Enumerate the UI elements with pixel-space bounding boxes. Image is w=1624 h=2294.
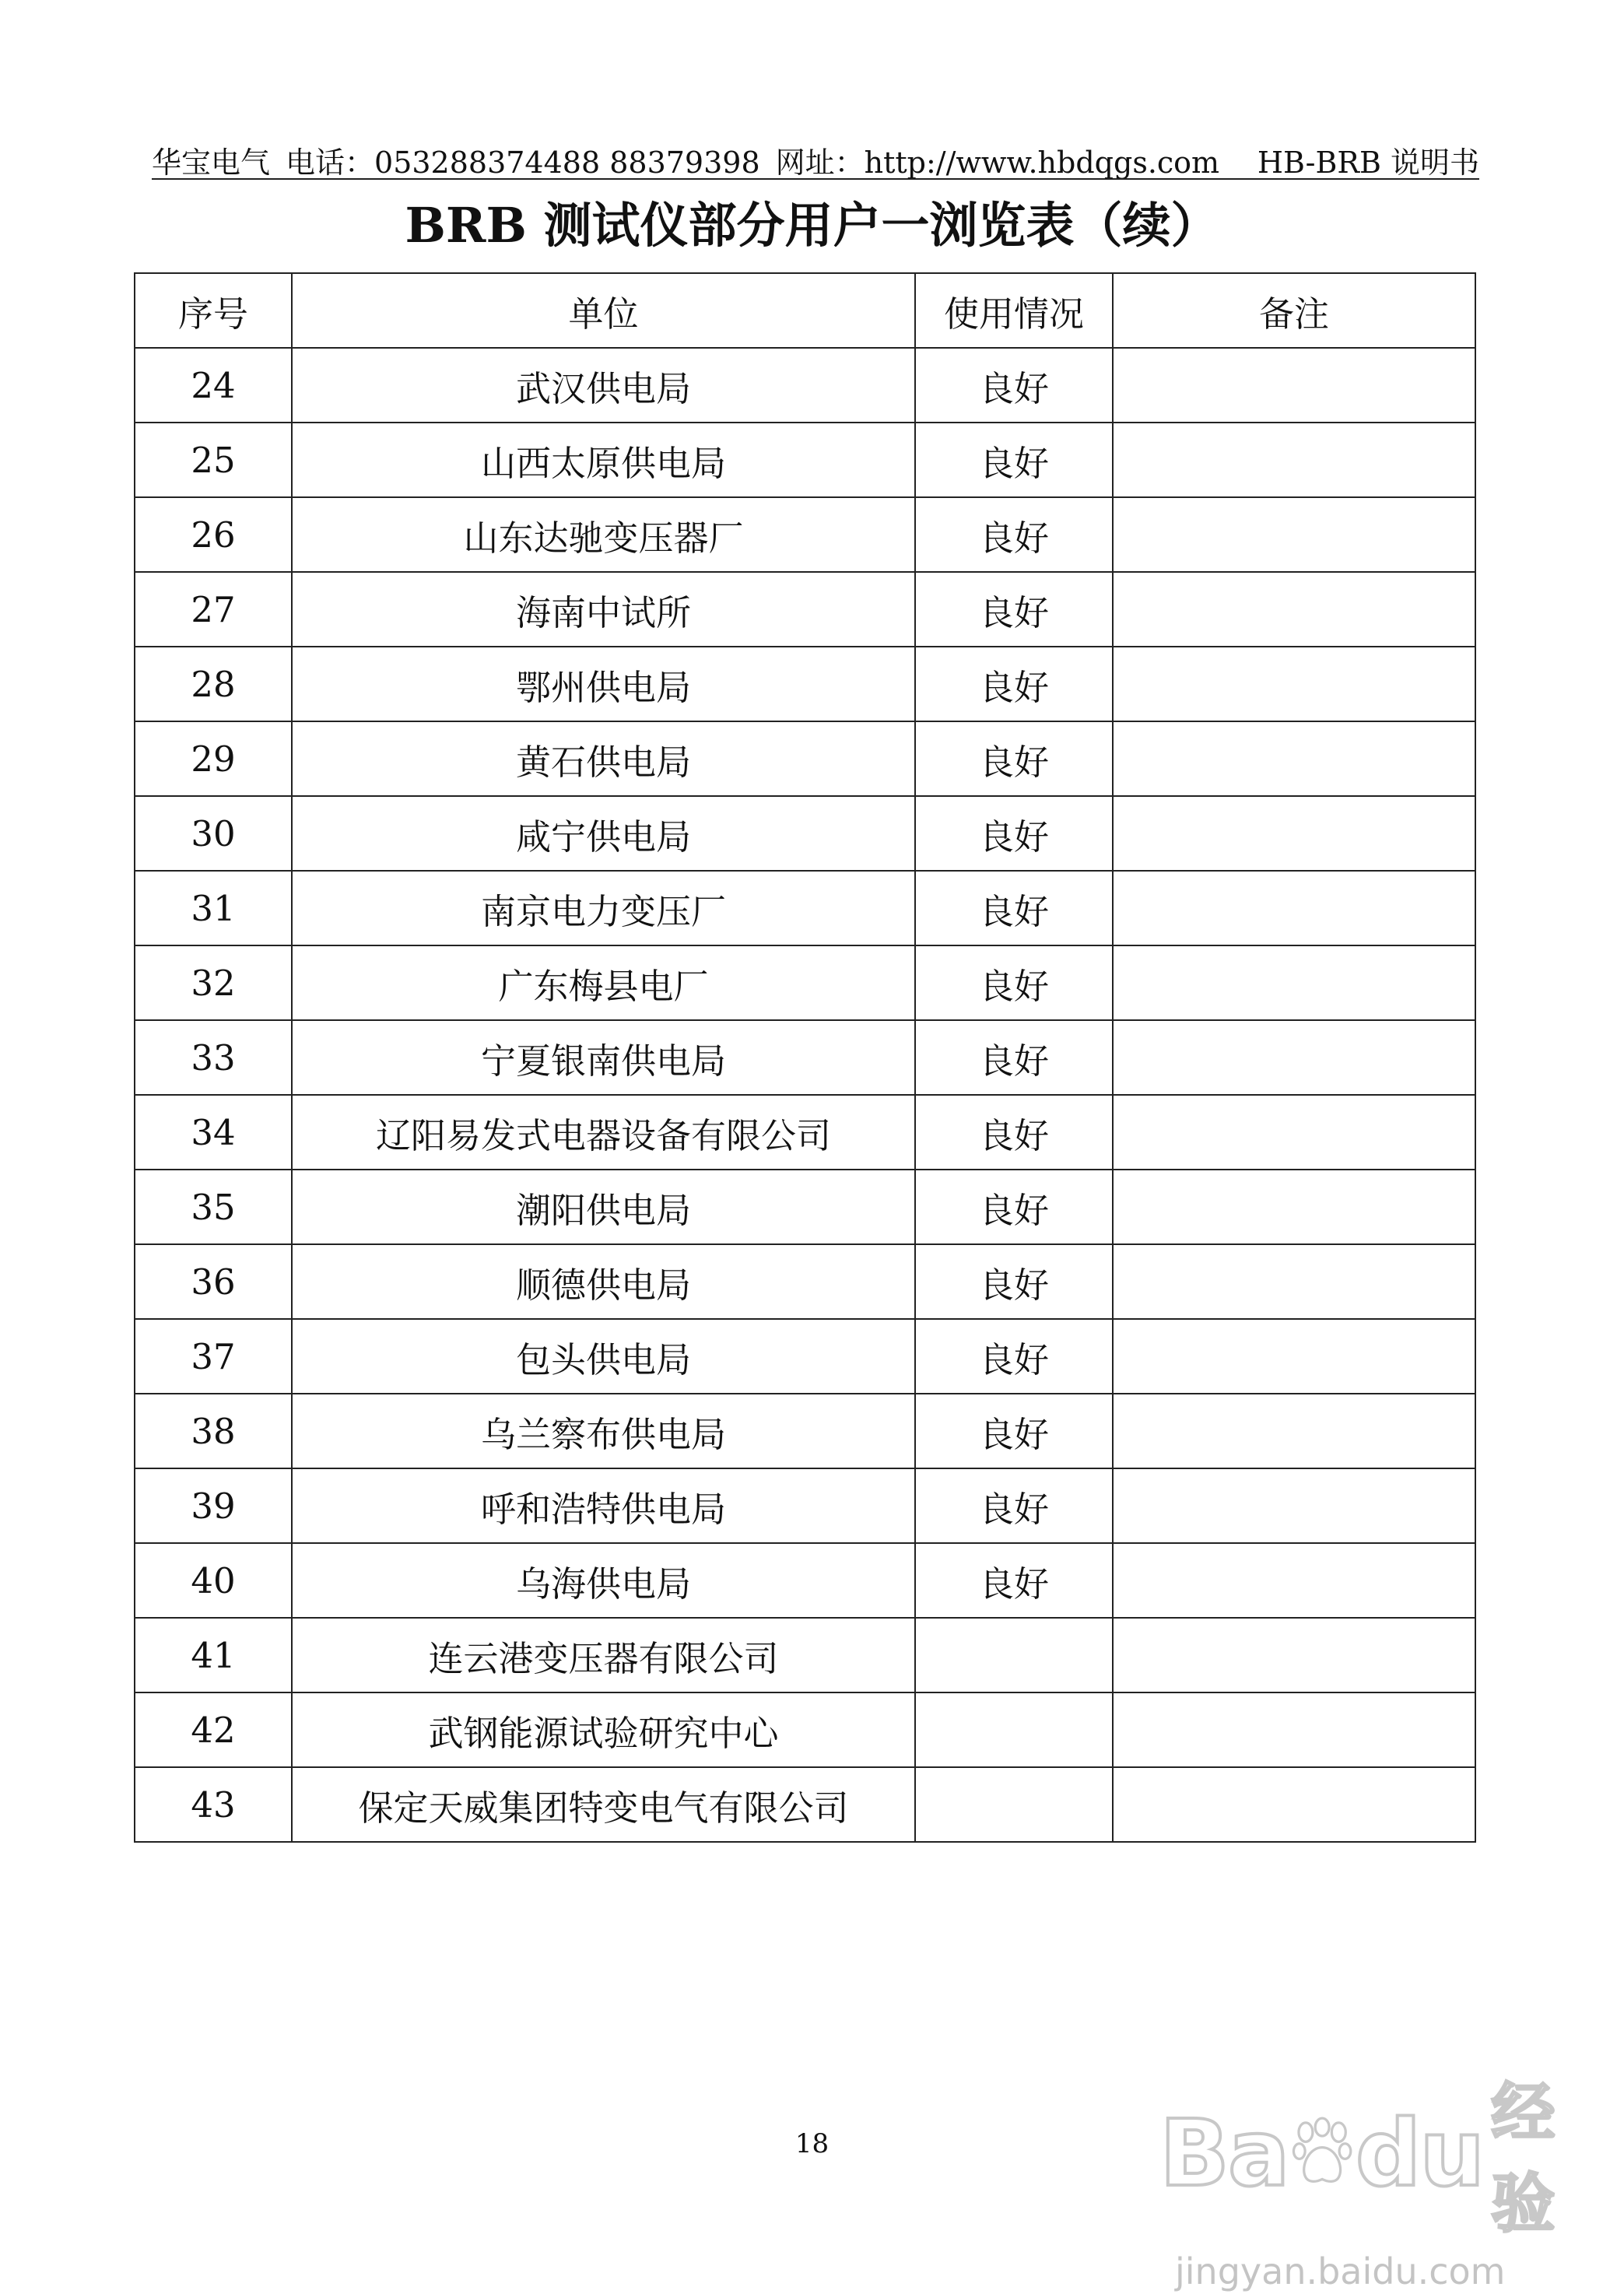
cell-no: 36 xyxy=(135,1244,292,1319)
cell-note xyxy=(1113,945,1475,1020)
table-row xyxy=(135,1244,1475,1319)
table-row xyxy=(135,423,1475,497)
cell-no: 31 xyxy=(135,871,292,945)
column-header-no: 序号 xyxy=(135,273,292,348)
cell-status: 良好 xyxy=(915,1095,1113,1170)
cell-no: 28 xyxy=(135,647,292,721)
cell-unit: 乌海供电局 xyxy=(292,1543,915,1618)
watermark-logo-cn: 经验 xyxy=(1491,2076,1556,2241)
cell-no: 25 xyxy=(135,423,292,497)
cell-status: 良好 xyxy=(915,1394,1113,1468)
cell-unit: 连云港变压器有限公司 xyxy=(292,1618,915,1692)
page-number: 18 xyxy=(794,2128,830,2159)
column-header-status: 使用情况 xyxy=(915,273,1113,348)
cell-unit: 山东达驰变压器厂 xyxy=(292,497,915,572)
table-header-row xyxy=(135,273,1475,348)
table-row xyxy=(135,1618,1475,1692)
baidu-jingyan-watermark xyxy=(1159,2062,1595,2292)
cell-status: 良好 xyxy=(915,721,1113,796)
cell-status: 良好 xyxy=(915,1319,1113,1394)
cell-no: 37 xyxy=(135,1319,292,1394)
cell-unit: 包头供电局 xyxy=(292,1319,915,1394)
cell-status: 良好 xyxy=(915,423,1113,497)
cell-note xyxy=(1113,1020,1475,1095)
header-divider xyxy=(152,178,1479,180)
cell-unit: 乌兰察布供电局 xyxy=(292,1394,915,1468)
table-row xyxy=(135,497,1475,572)
cell-no: 26 xyxy=(135,497,292,572)
cell-status xyxy=(915,1618,1113,1692)
table-row xyxy=(135,1543,1475,1618)
page-header xyxy=(152,131,1479,180)
cell-status: 良好 xyxy=(915,647,1113,721)
cell-note xyxy=(1113,1468,1475,1543)
cell-no: 33 xyxy=(135,1020,292,1095)
cell-status: 良好 xyxy=(915,348,1113,423)
cell-no: 35 xyxy=(135,1170,292,1244)
column-header-note: 备注 xyxy=(1113,273,1475,348)
cell-note xyxy=(1113,647,1475,721)
header-contact xyxy=(152,146,1220,180)
cell-note xyxy=(1113,348,1475,423)
cell-note xyxy=(1113,1543,1475,1618)
cell-no: 32 xyxy=(135,945,292,1020)
cell-note xyxy=(1113,1244,1475,1319)
table-row xyxy=(135,1319,1475,1394)
cell-unit: 海南中试所 xyxy=(292,572,915,647)
cell-note xyxy=(1113,1618,1475,1692)
cell-no: 40 xyxy=(135,1543,292,1618)
cell-status: 良好 xyxy=(915,871,1113,945)
paw-icon xyxy=(1292,2110,1352,2196)
cell-status: 良好 xyxy=(915,945,1113,1020)
table-row xyxy=(135,1095,1475,1170)
table-row xyxy=(135,1020,1475,1095)
cell-no: 42 xyxy=(135,1692,292,1767)
watermark-url: jingyan.baidu.com xyxy=(1175,2250,1506,2292)
watermark-logo-left: Ba xyxy=(1159,2099,1289,2207)
table-row xyxy=(135,572,1475,647)
cell-unit: 山西太原供电局 xyxy=(292,423,915,497)
cell-unit: 武汉供电局 xyxy=(292,348,915,423)
header-company: 华宝电气 xyxy=(152,146,271,180)
cell-no: 43 xyxy=(135,1767,292,1842)
cell-status xyxy=(915,1767,1113,1842)
cell-unit: 顺德供电局 xyxy=(292,1244,915,1319)
cell-unit: 辽阳易发式电器设备有限公司 xyxy=(292,1095,915,1170)
cell-note xyxy=(1113,871,1475,945)
watermark-logo xyxy=(1159,2062,1595,2244)
cell-note xyxy=(1113,1095,1475,1170)
header-doc-title: HB-BRB 说明书 xyxy=(1257,146,1479,180)
cell-unit: 黄石供电局 xyxy=(292,721,915,796)
cell-unit: 宁夏银南供电局 xyxy=(292,1020,915,1095)
cell-status: 良好 xyxy=(915,572,1113,647)
column-header-unit: 单位 xyxy=(292,273,915,348)
cell-status: 良好 xyxy=(915,1468,1113,1543)
cell-note xyxy=(1113,572,1475,647)
table-row xyxy=(135,871,1475,945)
header-website: 网址：http://www.hbdqgs.com xyxy=(775,146,1220,180)
cell-unit: 咸宁供电局 xyxy=(292,796,915,871)
cell-note xyxy=(1113,497,1475,572)
cell-no: 34 xyxy=(135,1095,292,1170)
header-phone: 电话：053288374488 88379398 xyxy=(286,146,760,180)
cell-note xyxy=(1113,1692,1475,1767)
cell-unit: 南京电力变压厂 xyxy=(292,871,915,945)
cell-unit: 武钢能源试验研究中心 xyxy=(292,1692,915,1767)
cell-note xyxy=(1113,721,1475,796)
page-title: BRB 测试仪部分用户一浏览表（续） xyxy=(405,197,1219,254)
cell-unit: 广东梅县电厂 xyxy=(292,945,915,1020)
cell-no: 27 xyxy=(135,572,292,647)
table-row xyxy=(135,1394,1475,1468)
table-row xyxy=(135,796,1475,871)
table-row xyxy=(135,348,1475,423)
table-row xyxy=(135,721,1475,796)
cell-status: 良好 xyxy=(915,1170,1113,1244)
cell-no: 29 xyxy=(135,721,292,796)
cell-no: 30 xyxy=(135,796,292,871)
cell-status: 良好 xyxy=(915,1244,1113,1319)
table-row xyxy=(135,1468,1475,1543)
cell-no: 24 xyxy=(135,348,292,423)
cell-note xyxy=(1113,423,1475,497)
cell-unit: 呼和浩特供电局 xyxy=(292,1468,915,1543)
table-row xyxy=(135,945,1475,1020)
cell-status xyxy=(915,1692,1113,1767)
table-row xyxy=(135,1170,1475,1244)
cell-note xyxy=(1113,1767,1475,1842)
cell-status: 良好 xyxy=(915,497,1113,572)
table-row xyxy=(135,1767,1475,1842)
watermark-logo-right: du xyxy=(1355,2099,1484,2207)
cell-unit: 潮阳供电局 xyxy=(292,1170,915,1244)
cell-no: 38 xyxy=(135,1394,292,1468)
cell-no: 39 xyxy=(135,1468,292,1543)
cell-status: 良好 xyxy=(915,1020,1113,1095)
cell-status: 良好 xyxy=(915,796,1113,871)
cell-status: 良好 xyxy=(915,1543,1113,1618)
cell-unit: 鄂州供电局 xyxy=(292,647,915,721)
user-table xyxy=(134,272,1476,1843)
cell-note xyxy=(1113,1394,1475,1468)
cell-note xyxy=(1113,1319,1475,1394)
table-row xyxy=(135,1692,1475,1767)
cell-note xyxy=(1113,1170,1475,1244)
cell-no: 41 xyxy=(135,1618,292,1692)
cell-unit: 保定天威集团特变电气有限公司 xyxy=(292,1767,915,1842)
cell-note xyxy=(1113,796,1475,871)
table-row xyxy=(135,647,1475,721)
